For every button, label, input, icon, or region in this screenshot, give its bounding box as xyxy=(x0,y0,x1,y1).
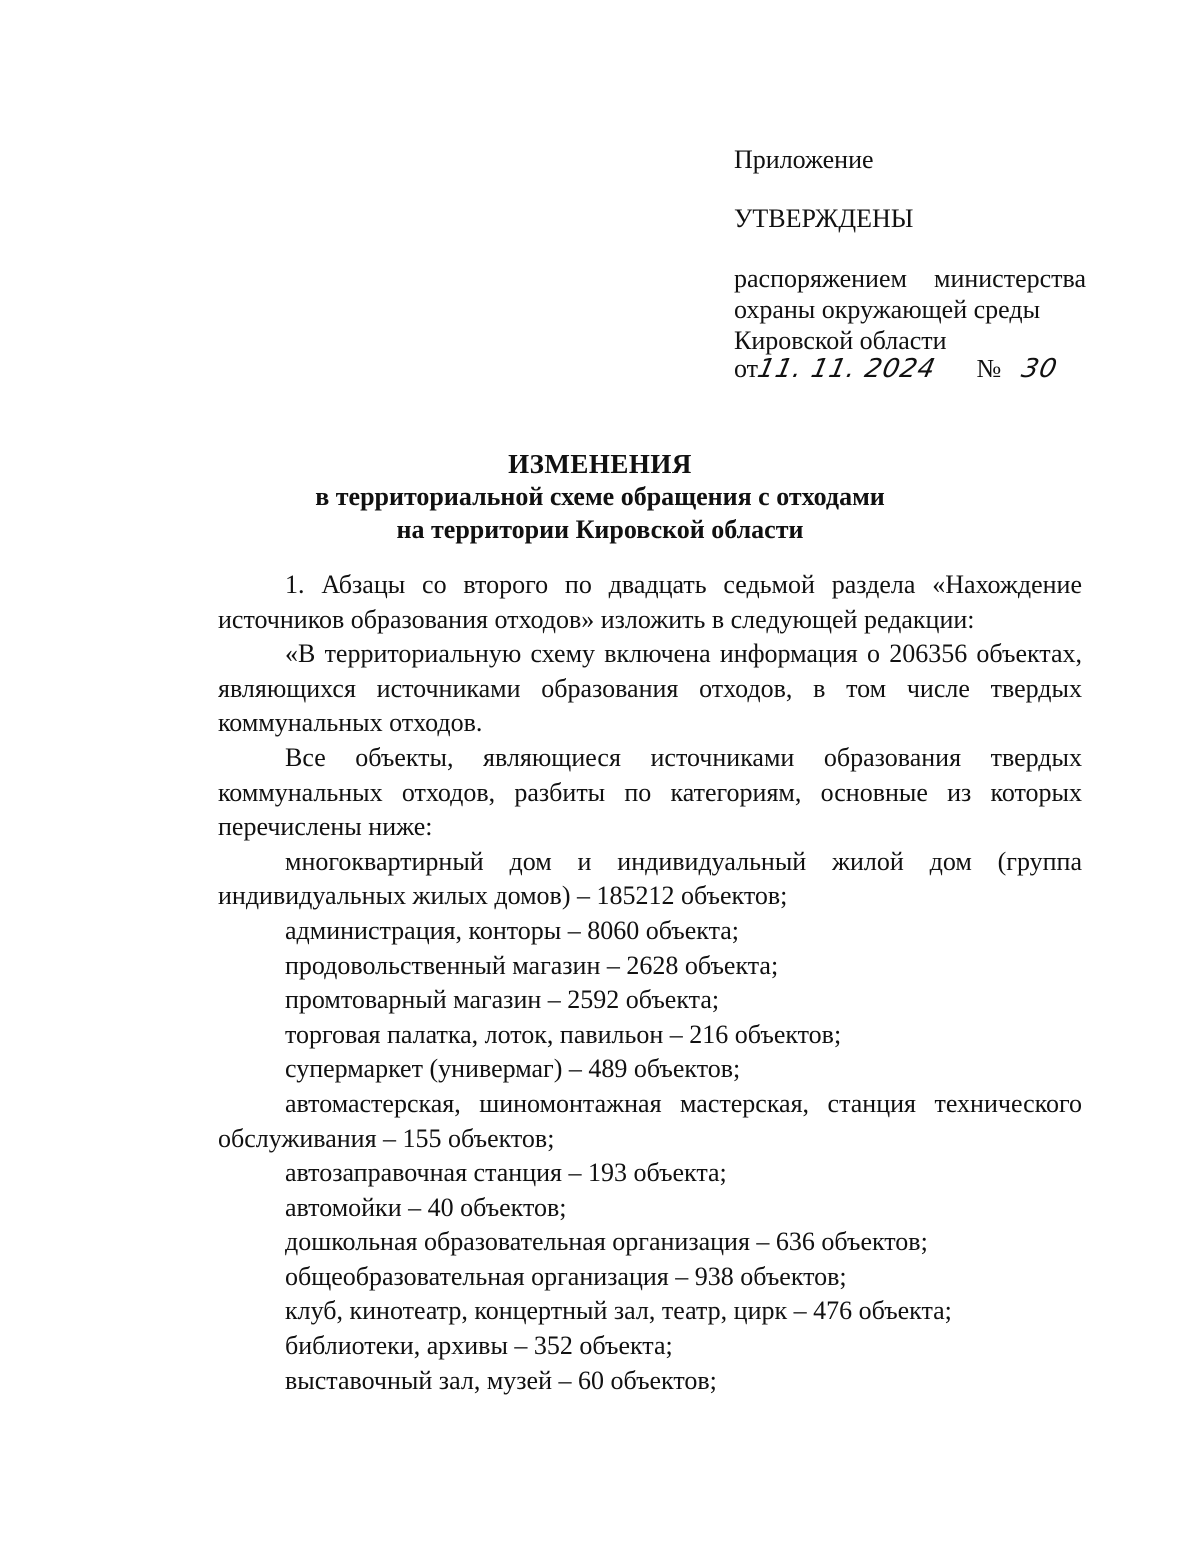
date-prefix: от xyxy=(734,354,759,383)
list-item: супермаркет (универмаг) – 489 объектов; xyxy=(285,1054,741,1084)
list-item: библиотеки, архивы – 352 объекта; xyxy=(285,1331,673,1361)
list-item: многоквартирный дом и индивидуальный жилой дом (группа xyxy=(285,846,1082,876)
handwritten-date: 11. 11. 2024 xyxy=(754,354,939,384)
date-number-line xyxy=(734,354,1061,384)
approved-label: УТВЕРЖДЕНЫ xyxy=(734,204,914,233)
number-prefix: № xyxy=(976,354,1002,383)
document-title: ИЗМЕНЕНИЯ xyxy=(508,449,692,479)
document-body xyxy=(218,568,1082,1398)
order-word: распоряжением xyxy=(734,264,907,293)
list-item: автомойки – 40 объектов; xyxy=(285,1192,567,1222)
item-1-line-2: источников образования отходов» изложить в следующей редакции: xyxy=(218,604,975,634)
order-line xyxy=(734,264,1086,294)
list-item-continuation: обслуживания – 155 объектов; xyxy=(218,1123,555,1153)
list-item-continuation: индивидуальных жилых домов) – 185212 объектов; xyxy=(218,881,788,911)
title-line-2: в территориальной схеме обращения с отходами xyxy=(315,482,885,511)
handwritten-number: 30 xyxy=(1019,354,1061,384)
quote-paragraph-2: Все объекты, являющиеся источниками образования твердых коммунальных отходов, разбиты по категориям, основные из которых перечислены ниже: xyxy=(218,742,1082,842)
list-item: продовольственный магазин – 2628 объекта; xyxy=(285,950,779,980)
appendix-label: Приложение xyxy=(734,145,874,174)
item-1-line-1: 1. Абзацы со второго по двадцать седьмой раздела «Нахождение xyxy=(285,570,1082,599)
list-item: дошкольная образовательная организация – 636 объектов; xyxy=(285,1227,928,1257)
list-item: выставочный зал, музей – 60 объектов; xyxy=(285,1365,717,1395)
list-item: автозаправочная станция – 193 объекта; xyxy=(285,1158,727,1188)
list-item: торговая палатка, лоток, павильон – 216 объектов; xyxy=(285,1019,842,1049)
title-line-3: на территории Кировской области xyxy=(396,515,804,544)
ministry-word: министерства xyxy=(933,264,1086,293)
list-item: общеобразовательная организация – 938 объектов; xyxy=(285,1261,847,1291)
list-item: автомастерская, шиномонтажная мастерская, станция технического xyxy=(285,1088,1082,1118)
ministry-line-2: охраны окружающей среды xyxy=(734,295,1041,324)
list-item: промтоварный магазин – 2592 объекта; xyxy=(285,985,720,1015)
list-item: администрация, конторы – 8060 объекта; xyxy=(285,915,740,945)
list-item: клуб, кинотеатр, концертный зал, театр, цирк – 476 объекта; xyxy=(285,1296,952,1326)
quote-paragraph-1: «В территориальную схему включена информация о 206356 объектах, являющихся источниками образования отходов, в том числе твердых коммунальных отходов. xyxy=(218,639,1082,738)
ministry-line-3: Кировской области xyxy=(734,326,947,355)
